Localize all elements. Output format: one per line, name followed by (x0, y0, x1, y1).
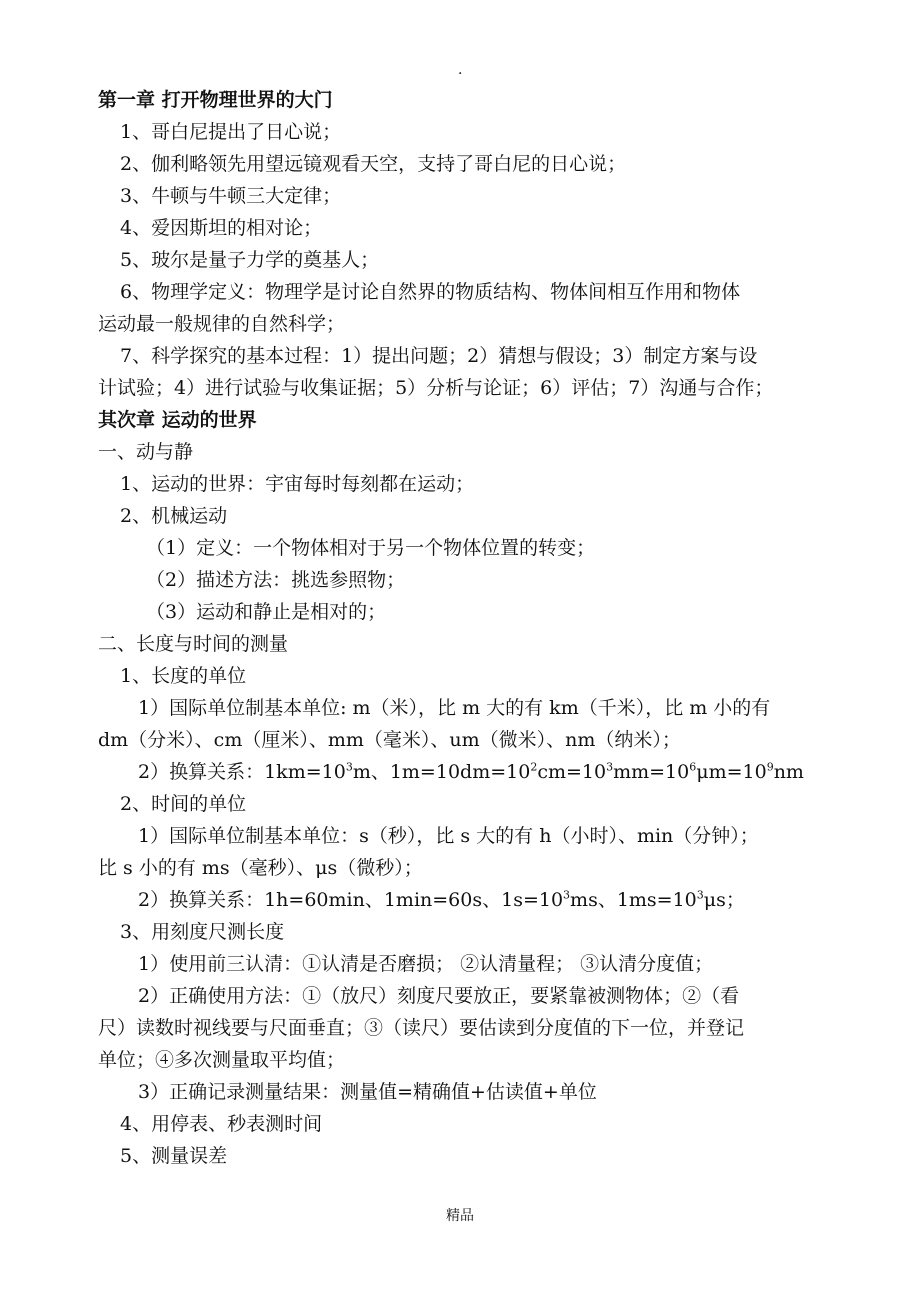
text-line: 运动最一般规律的自然科学； (98, 313, 346, 335)
text-line: （3）运动和静止是相对的； (146, 601, 387, 623)
text-line: 3）正确记录测量结果：测量值=精确值+估读值+单位 (138, 1081, 597, 1103)
page-footer: 精品 (446, 1208, 474, 1224)
chapter-heading: 其次章 运动的世界 (98, 409, 257, 431)
text-line: （2）描述方法：挑选参照物； (146, 569, 406, 591)
text-line: （1）定义：一个物体相对于另一个物体位置的转变； (146, 537, 596, 559)
text-line: 1）国际单位制基本单位：s（秒），比 s 大的有 h（小时）、min（分钟）； (138, 825, 759, 847)
text-line: 1、运动的世界：宇宙每时每刻都在运动； (120, 473, 475, 495)
text-line: dm（分米）、cm（厘米）、mm（毫米）、um（微米）、nm（纳米）； (98, 729, 681, 751)
text-line: 比 s 小的有 ms（毫秒）、μs（微秒）； (98, 857, 423, 879)
text-line: 2、伽利略领先用望远镜观看天空，支持了哥白尼的日心说； (120, 153, 627, 175)
chapter-heading: 第一章 打开物理世界的大门 (98, 89, 333, 111)
text-line: 一、动与静 (98, 441, 194, 463)
text-line: 2）正确使用方法：①（放尺）刻度尺要放正，要紧靠被测物体；②（看 (138, 985, 740, 1007)
header-mark: . (458, 62, 463, 78)
text-line: 二、长度与时间的测量 (98, 633, 289, 655)
text-line: 4、用停表、秒表测时间 (120, 1113, 323, 1135)
text-line: 3、用刻度尺测长度 (120, 921, 285, 943)
text-line: 5、测量误差 (120, 1145, 228, 1167)
text-line: 2）换算关系：1h=60min、1min=60s、$1s=10^3ms$、$1ms=10^3\mu s$； (138, 888, 745, 911)
text-line: 1、长度的单位 (120, 665, 247, 687)
text-line: 1）使用前三认清：①认清是否磨损； ②认清量程； ③认清分度值； (138, 953, 714, 975)
text-line: 2、机械运动 (120, 505, 228, 527)
text-line: 计试验；4）进行试验与收集证据；5）分析与论证；6）评估；7）沟通与合作； (98, 377, 774, 399)
text-line: 1）国际单位制基本单位: m（米），比 m 大的有 km（千米），比 m 小的有 (138, 697, 771, 719)
text-line: 4、爱因斯坦的相对论； (120, 217, 323, 239)
text-line: 5、玻尔是量子力学的奠基人； (120, 249, 380, 271)
text-line: 6、物理学定义：物理学是讨论自然界的物质结构、物体间相互作用和物体 (120, 281, 741, 303)
document-body (98, 84, 838, 1172)
text-line: 7、科学探究的基本过程：1）提出问题；2）猜想与假设；3）制定方案与设 (120, 345, 758, 367)
text-line: 2、时间的单位 (120, 793, 247, 815)
text-line: 尺）读数时视线要与尺面垂直；③（读尺）要估读到分度值的下一位，并登记 (98, 1017, 745, 1039)
text-line: 2）换算关系：$1km=10^3m$、$1m=10dm=10^2cm=10^3mm=10^6\mu m=10^9nm$ (138, 760, 804, 783)
text-line: 1、哥白尼提出了日心说； (120, 121, 342, 143)
text-line: 单位；④多次测量取平均值； (98, 1049, 346, 1071)
text-line: 3、牛顿与牛顿三大定律； (120, 185, 342, 207)
